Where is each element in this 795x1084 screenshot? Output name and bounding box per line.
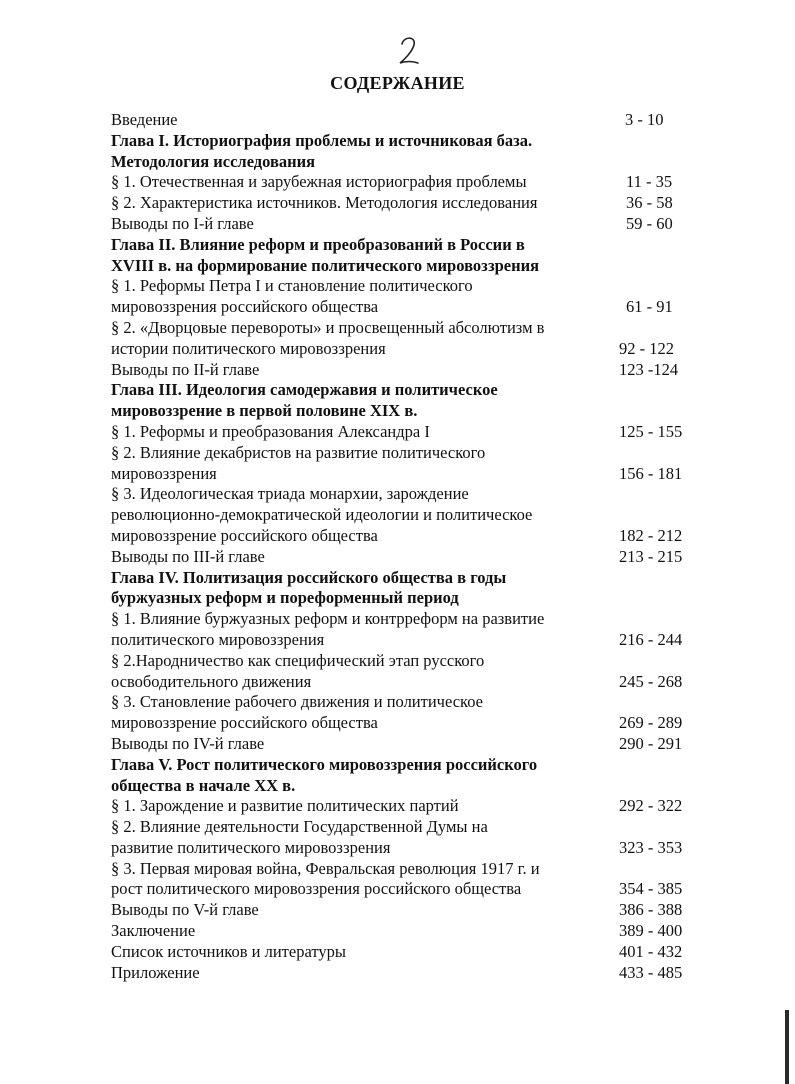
toc-entry <box>111 172 696 193</box>
toc-entry <box>111 651 696 672</box>
toc-entry-pages: 354 - 385 <box>619 879 683 899</box>
toc-entry <box>111 214 696 235</box>
toc-entry-text: XVIII в. на формирование политического мировоззрения <box>111 255 540 275</box>
toc-entry-text: § 3. Идеологическая триада монархии, зарождение <box>111 484 469 504</box>
toc-entry <box>111 692 696 713</box>
toc-entry-text: Методология исследования <box>111 151 316 171</box>
scan-edge <box>785 1010 789 1084</box>
toc-entry-text: § 1. Зарождение и развитие политических партий <box>111 796 459 816</box>
toc-entry-pages: 433 - 485 <box>619 962 683 982</box>
toc-entry-text: § 1. Отечественная и зарубежная историография проблемы <box>111 172 527 192</box>
toc-entry-pages: 92 - 122 <box>619 338 674 358</box>
toc-entry-text: Глава V. Рост политического мировоззрения российского <box>111 754 538 774</box>
toc-entry-text: развитие политического мировоззрения <box>111 837 391 857</box>
toc-entry-text: буржуазных реформ и пореформенный период <box>111 588 459 608</box>
toc-entry <box>111 505 696 526</box>
toc-entry-pages: 36 - 58 <box>626 193 673 213</box>
toc-entry <box>111 526 696 547</box>
toc-entry-pages: 182 - 212 <box>619 525 683 545</box>
toc-entry-pages: 216 - 244 <box>619 629 683 649</box>
toc-entry-text: Заключение <box>111 921 196 941</box>
toc-entry <box>111 276 696 297</box>
toc-entry <box>111 630 696 651</box>
toc-entry-pages: 61 - 91 <box>626 297 673 317</box>
toc-entry <box>111 879 696 900</box>
toc-entry-pages: 123 -124 <box>619 359 679 379</box>
toc-entry-pages: 156 - 181 <box>619 463 683 483</box>
toc-entry-text: Глава I. Историография проблемы и источниковая база. <box>111 130 533 150</box>
toc-entry-text: Глава III. Идеология самодержавия и политическое <box>111 380 498 400</box>
toc-entry-pages: 125 - 155 <box>619 421 683 441</box>
toc-entry-text: мировоззрения <box>111 463 217 483</box>
toc-entry-text: § 1. Реформы и преобразования Александра I <box>111 421 430 441</box>
toc-entry-pages: 213 - 215 <box>619 546 683 566</box>
toc-entry <box>111 838 696 859</box>
toc-entry <box>111 443 696 464</box>
toc-entry <box>111 193 696 214</box>
toc-entry <box>111 609 696 630</box>
toc-entry-text: политического мировоззрения <box>111 629 325 649</box>
toc-chapter-line <box>111 401 696 422</box>
toc-entry-text: Глава IV. Политизация российского общества в годы <box>111 567 507 587</box>
toc-chapter-line <box>111 256 696 277</box>
toc-entry-pages: 245 - 268 <box>619 671 683 691</box>
toc-entry-text: освободительного движения <box>111 671 312 691</box>
toc-chapter-line <box>111 152 696 173</box>
toc-entry-text: рост политического мировоззрения российского общества <box>111 879 522 899</box>
toc-entry-text: Приложение <box>111 962 200 982</box>
toc-entry-text: § 2. Влияние деятельности Государственной Думы на <box>111 817 488 837</box>
toc-entry-text: мировоззрение в первой половине XIX в. <box>111 401 418 421</box>
toc-chapter-line <box>111 568 696 589</box>
toc-entry-text: § 1. Реформы Петра I и становление политического <box>111 276 473 296</box>
toc-entry-pages: 386 - 388 <box>619 900 683 920</box>
toc-entry-pages: 401 - 432 <box>619 941 683 961</box>
toc-entry-text: революционно-демократической идеологии и политическое <box>111 505 533 525</box>
toc-entry-pages: 323 - 353 <box>619 837 683 857</box>
toc-entry <box>111 422 696 443</box>
handwritten-page-number <box>388 30 428 70</box>
toc-entry-text: Выводы по V-й главе <box>111 900 259 920</box>
toc-entry-text: Выводы по I-й главе <box>111 213 254 233</box>
toc-chapter-line <box>111 235 696 256</box>
toc-entry <box>111 110 696 131</box>
toc-entry-text: § 2. «Дворцовые перевороты» и просвещенный абсолютизм в <box>111 317 545 337</box>
toc-entry-text: § 2. Влияние декабристов на развитие политического <box>111 442 486 462</box>
toc-entry <box>111 796 696 817</box>
toc-entry-text: мировоззрения российского общества <box>111 297 379 317</box>
toc-entry-text: Выводы по III-й главе <box>111 546 265 566</box>
toc-entry <box>111 900 696 921</box>
toc-entry <box>111 318 696 339</box>
toc-entry <box>111 963 696 984</box>
toc-entry <box>111 339 696 360</box>
toc-entry <box>111 817 696 838</box>
toc-entry-text: общества в начале XX в. <box>111 775 296 795</box>
toc-entry-text: § 1. Влияние буржуазных реформ и контрреформ на развитие <box>111 609 545 629</box>
toc-entry <box>111 464 696 485</box>
toc-entry-pages: 389 - 400 <box>619 921 683 941</box>
toc-entry-text: Введение <box>111 110 178 129</box>
toc-entry <box>111 297 696 318</box>
toc-chapter-line <box>111 131 696 152</box>
toc-entry-text: § 3. Становление рабочего движения и политическое <box>111 692 483 712</box>
toc-entry-pages: 292 - 322 <box>619 796 683 816</box>
toc-entry-pages: 3 - 10 <box>625 110 664 129</box>
table-of-contents <box>111 110 696 983</box>
toc-entry-pages: 11 - 35 <box>626 172 673 192</box>
toc-entry <box>111 484 696 505</box>
toc-entry-pages: 269 - 289 <box>619 713 683 733</box>
page-title: СОДЕРЖАНИЕ <box>330 73 465 93</box>
toc-entry <box>111 942 696 963</box>
toc-entry-text: мировоззрение российского общества <box>111 525 378 545</box>
toc-entry <box>111 547 696 568</box>
toc-entry <box>111 713 696 734</box>
toc-entry <box>111 672 696 693</box>
toc-entry-pages: 290 - 291 <box>619 733 683 753</box>
toc-chapter-line <box>111 588 696 609</box>
toc-entry-text: § 2. Характеристика источников. Методология исследования <box>111 193 538 213</box>
toc-chapter-line <box>111 776 696 797</box>
toc-chapter-line <box>111 380 696 401</box>
toc-entry <box>111 360 696 381</box>
toc-entry-text: Глава II. Влияние реформ и преобразований в России в <box>111 234 525 254</box>
toc-entry-text: Выводы по IV-й главе <box>111 733 265 753</box>
toc-entry-text: § 3. Первая мировая война, Февральская революция 1917 г. и <box>111 858 540 878</box>
toc-entry-text: истории политического мировоззрения <box>111 338 386 358</box>
toc-entry-text: Выводы по II-й главе <box>111 359 260 379</box>
toc-entry <box>111 921 696 942</box>
toc-entry-text: мировоззрение российского общества <box>111 713 378 733</box>
toc-entry-pages: 59 - 60 <box>626 213 673 233</box>
toc-entry <box>111 734 696 755</box>
toc-entry-text: § 2.Народничество как специфический этап русского <box>111 650 485 670</box>
toc-chapter-line <box>111 755 696 776</box>
toc-entry <box>111 859 696 880</box>
toc-entry-text: Список источников и литературы <box>111 941 346 961</box>
